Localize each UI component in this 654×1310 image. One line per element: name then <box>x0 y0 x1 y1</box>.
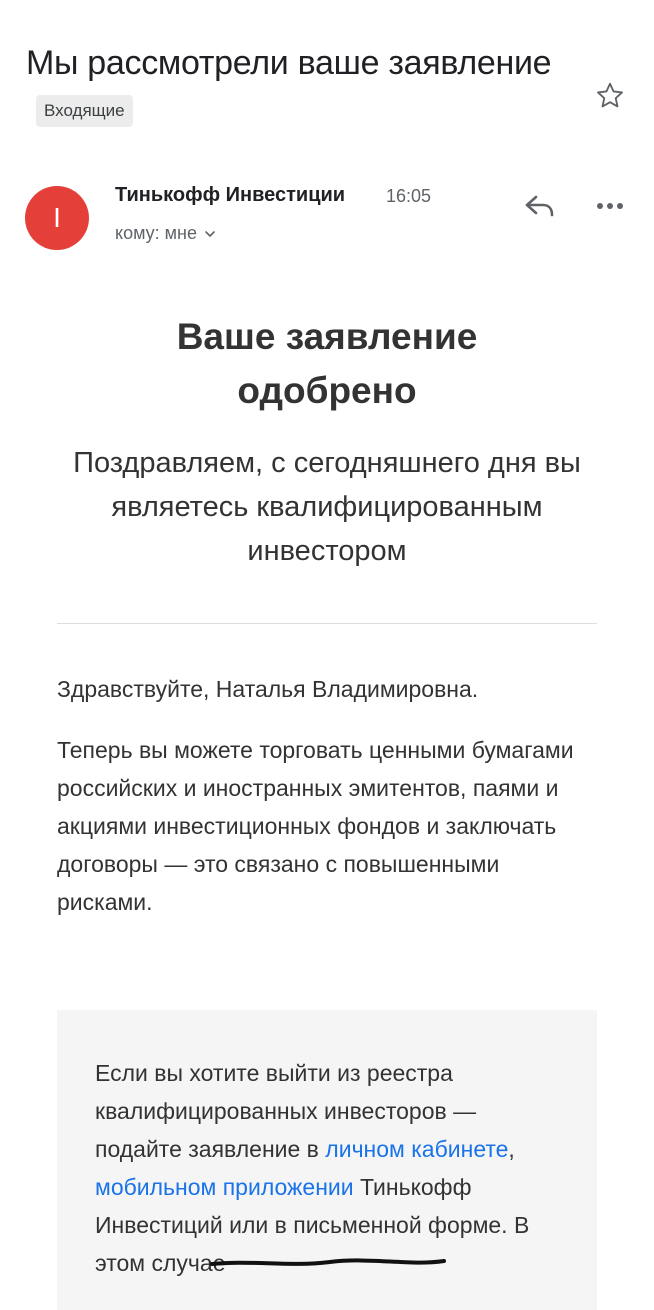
chevron-down-icon <box>203 227 217 241</box>
email-subject <box>26 38 566 138</box>
divider <box>57 623 597 624</box>
sender-name[interactable]: Тинькофф Инвестиции <box>115 184 346 206</box>
congrats-subheadline: Поздравляем, с сегодняшнего дня вы являетесь квалифицированным инвестором <box>73 447 581 567</box>
inbox-label-badge[interactable]: Входящие <box>36 95 133 127</box>
reply-icon <box>522 190 558 222</box>
reply-button[interactable] <box>522 190 558 222</box>
recipient-toggle[interactable] <box>115 223 217 244</box>
recipient-text: кому: мне <box>115 223 197 243</box>
body-paragraph: Теперь вы можете торговать ценными бумагами российских и иностранных эмитентов, паями и акциями инвестиционных фондов и заключать договоры — это связано с повышенными рисками. <box>57 737 574 915</box>
greeting-text: Здравствуйте, Наталья Владимировна. <box>57 676 479 702</box>
notice-text <box>95 1054 565 1282</box>
notice-text-rest: Тинькофф Инвестиций или в письменной форме. В этом случае <box>95 1174 530 1276</box>
email-time: 16:05 <box>386 186 432 206</box>
personal-account-link[interactable]: личном кабинете <box>325 1136 509 1162</box>
mobile-app-link[interactable]: мобильном приложении <box>95 1174 354 1200</box>
more-horizontal-icon <box>594 190 628 222</box>
sender-avatar[interactable]: I <box>25 186 89 250</box>
notice-separator: , <box>508 1136 515 1162</box>
redaction-scribble <box>210 1254 446 1272</box>
approval-headline: Ваше заявление одобрено <box>176 316 478 411</box>
star-icon[interactable] <box>594 80 626 112</box>
subject-text: Мы рассмотрели ваше заявление <box>26 44 552 82</box>
more-options-button[interactable] <box>594 190 628 222</box>
notice-text-intro: Если вы хотите выйти из реестра квалифицированных инвесторов — подайте заявление в <box>95 1060 477 1162</box>
